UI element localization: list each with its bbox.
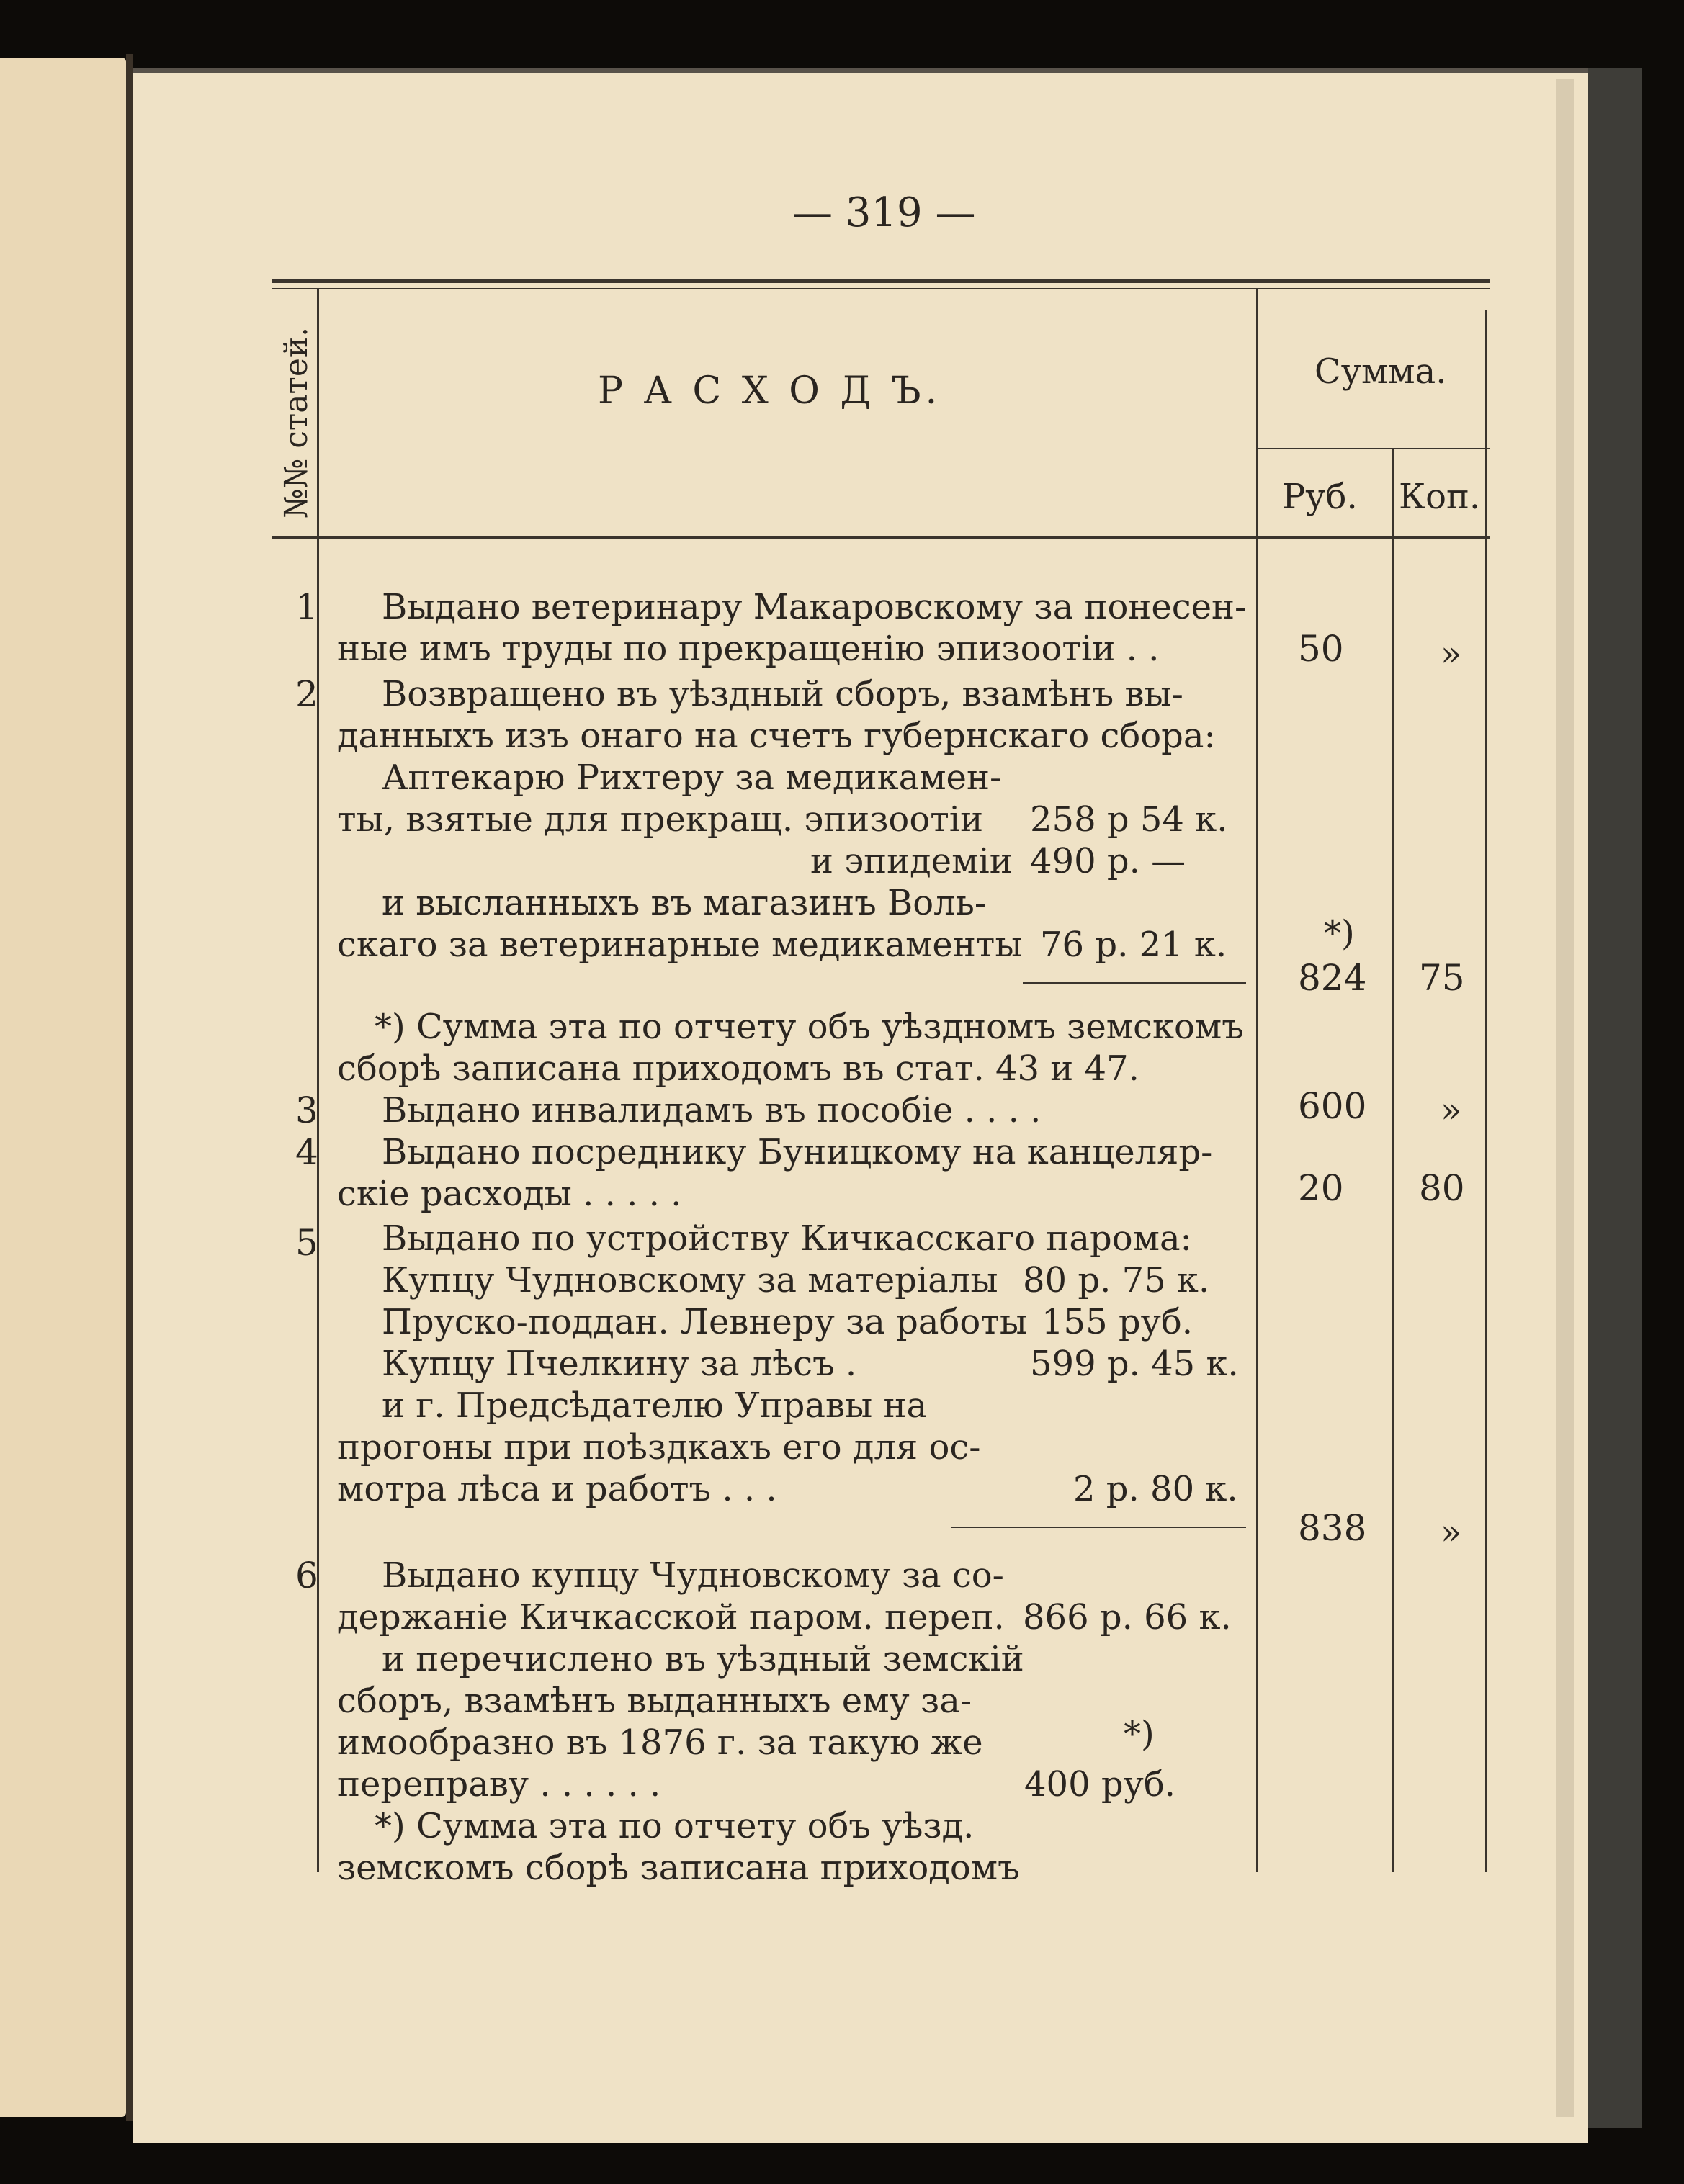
row-text: Пруско-поддан. Левнеру за работы xyxy=(382,1302,1028,1342)
col-header-kop: Коп. xyxy=(1399,477,1481,517)
row-text: Выдано по устройству Кичкасскаго парома: xyxy=(382,1218,1192,1259)
row-text: Возвращено въ уѣздный сборъ, взамѣнъ вы- xyxy=(382,674,1183,714)
row-kop: » xyxy=(1441,1512,1462,1552)
row-note: *) Сумма эта по отчету объ уѣзд. xyxy=(375,1806,975,1846)
page-edge-strip xyxy=(1556,79,1574,2117)
row-text: ты, взятые для прекращ. эпизоотіи xyxy=(337,799,984,840)
row-text: переправу . . . . . . xyxy=(337,1764,661,1805)
row-text: и г. Предсѣдателю Управы на xyxy=(382,1385,928,1426)
row-text: прогоны при поѣздкахъ его для ос- xyxy=(337,1427,981,1468)
row-text: Купцу Пчелкину за лѣсъ . xyxy=(382,1344,857,1384)
row-kop: » xyxy=(1441,634,1462,674)
row-amount: 258 р 54 к. xyxy=(1030,799,1228,840)
sum-rule xyxy=(951,1527,1246,1528)
row-text: ные имъ труды по прекращенію эпизоотіи . . xyxy=(337,629,1160,669)
col-rule-summa xyxy=(1256,288,1258,1872)
row-text: Выдано ветеринару Макаровскому за понесен- xyxy=(382,587,1247,627)
row-rub: 824 xyxy=(1298,957,1367,999)
row-amount: 599 р. 45 к. xyxy=(1030,1344,1239,1384)
col-header-no: №№ статей. xyxy=(278,326,315,518)
sum-rule xyxy=(1023,982,1246,984)
table-top-rule-thin xyxy=(272,288,1490,289)
row-kop: » xyxy=(1441,1090,1462,1131)
table-top-rule xyxy=(272,279,1490,283)
row-rub: 838 xyxy=(1298,1507,1367,1549)
page-number: — 319 — xyxy=(792,189,976,236)
row-text: скаго за ветеринарные медикаменты xyxy=(337,925,1023,965)
row-rub: 20 xyxy=(1298,1167,1344,1209)
row-text: и эпидеміи xyxy=(810,841,1013,881)
row-text: и перечислено въ уѣздный земскій xyxy=(382,1639,1024,1679)
row-text: скіе расходы . . . . . xyxy=(337,1174,682,1214)
row-number: 2 xyxy=(295,673,318,715)
row-kop: 75 xyxy=(1419,957,1465,999)
summa-sub-rule xyxy=(1258,448,1490,449)
row-text: Выдано купцу Чудновскому за со- xyxy=(382,1555,1004,1596)
row-number: 1 xyxy=(295,586,318,628)
row-text: имообразно въ 1876 г. за такую же xyxy=(337,1722,983,1763)
col-header-rub: Руб. xyxy=(1282,477,1358,517)
row-text: мотра лѣса и работъ . . . xyxy=(337,1469,777,1509)
row-text: Купцу Чудновскому за матеріалы xyxy=(382,1260,998,1300)
row-text: Выдано инвалидамъ въ пособіе . . . . xyxy=(382,1090,1042,1131)
header-bottom-rule xyxy=(272,536,1490,539)
footnote-mark: *) xyxy=(1124,1714,1155,1754)
col-rule-rub xyxy=(1392,448,1394,1872)
row-text: Аптекарю Рихтеру за медикамен- xyxy=(382,758,1002,798)
row-text: сборъ, взамѣнъ выданныхъ ему за- xyxy=(337,1681,972,1721)
row-note: *) Сумма эта по отчету объ уѣздномъ земскомъ xyxy=(375,1007,1244,1047)
row-number: 3 xyxy=(295,1089,318,1131)
col-rule-right xyxy=(1485,310,1487,1872)
row-text: данныхъ изъ онаго на счетъ губернскаго сбора: xyxy=(337,716,1216,756)
row-number: 5 xyxy=(295,1222,318,1264)
row-rub: 600 xyxy=(1298,1085,1367,1127)
row-amount: 76 р. 21 к. xyxy=(1040,925,1227,965)
row-rub: 50 xyxy=(1298,628,1344,670)
row-amount: 2 р. 80 к. xyxy=(1073,1469,1238,1509)
row-text: и высланныхъ въ магазинъ Воль- xyxy=(382,883,987,923)
row-number: 6 xyxy=(295,1555,318,1596)
row-note: земскомъ сборѣ записана приходомъ xyxy=(337,1848,1020,1888)
row-amount: 80 р. 75 к. xyxy=(1023,1260,1210,1300)
row-kop: 80 xyxy=(1419,1167,1465,1209)
row-amount: 490 р. — xyxy=(1030,841,1186,881)
row-text: Выдано посреднику Буницкому на канцеляр- xyxy=(382,1132,1213,1172)
col-rule-no xyxy=(317,288,319,1872)
left-page xyxy=(0,58,126,2117)
row-number: 4 xyxy=(295,1131,318,1173)
row-note: сборѣ записана приходомъ въ стат. 43 и 47. xyxy=(337,1048,1139,1089)
footnote-mark: *) xyxy=(1324,913,1355,953)
col-header-summa: Сумма. xyxy=(1314,351,1447,392)
row-amount: 866 р. 66 к. xyxy=(1023,1597,1232,1637)
row-amount: 400 руб. xyxy=(1024,1764,1175,1805)
row-text: держаніе Кичкасской паром. переп. xyxy=(337,1597,1005,1637)
book-spine xyxy=(126,54,133,2121)
col-header-title: Р А С Х О Д Ъ. xyxy=(598,369,942,413)
row-amount: 155 руб. xyxy=(1042,1302,1193,1342)
